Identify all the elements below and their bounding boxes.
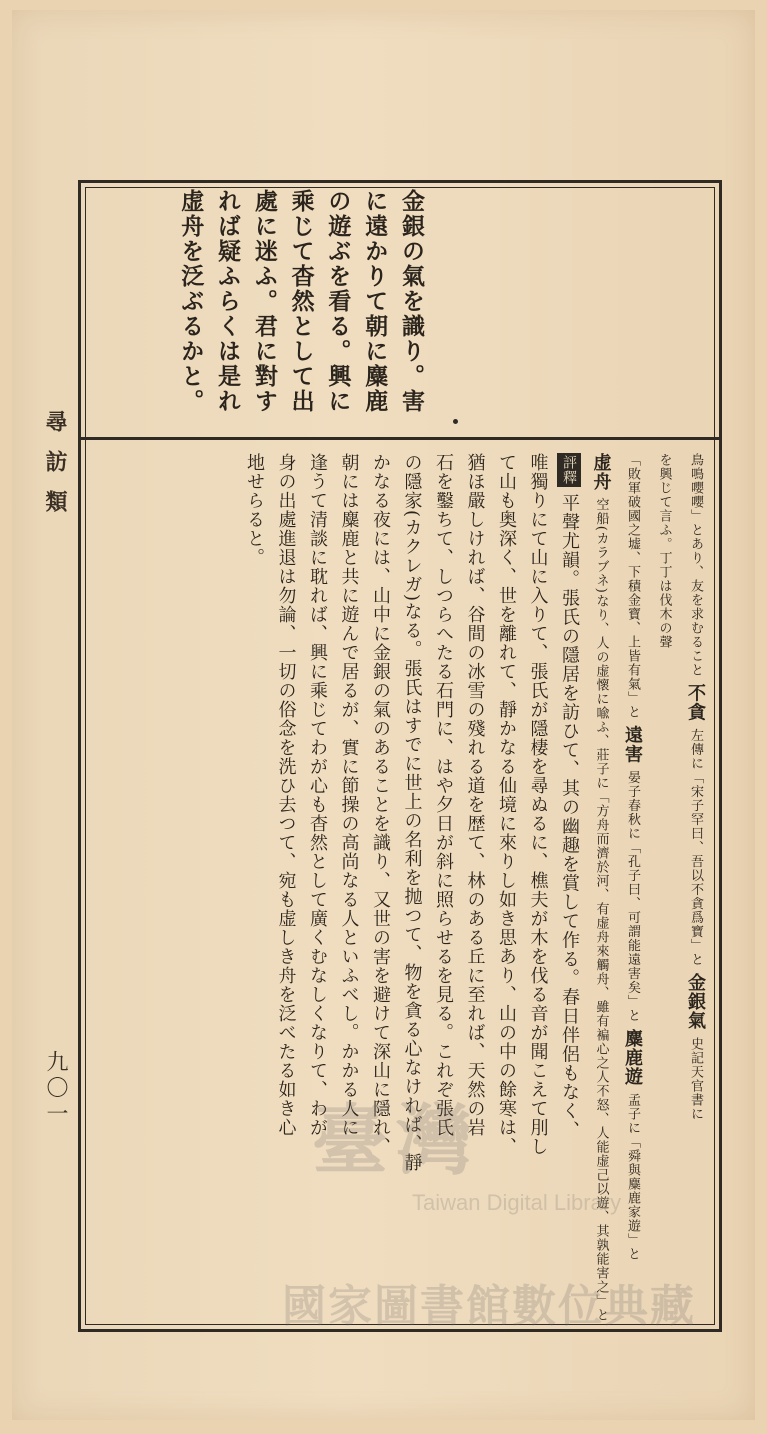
watermark-logo: 臺灣	[312, 1096, 480, 1185]
commentary-line: かなる夜には、山中に金銀の氣のあることを識り、又世の害を避けて深山に隱れ、	[370, 453, 391, 1156]
note-line	[680, 453, 712, 1323]
notes-and-commentary	[91, 453, 711, 1323]
commentary-line: 身の出處進退は勿論、一切の俗念を洗ひ去つて、宛も虚しき舟を泛べたる如き心	[275, 453, 297, 1137]
commentary-line: 石を鑿ちて、しつらへたる石門に、はや夕日が斜に照らせるを見る。これぞ張氏	[433, 453, 454, 1137]
poem-line: 處に迷ふ。君に對す	[250, 189, 278, 414]
commentary-line: 逢うて清談に耽れば、興に乘じてわが心も杳然として廣くむなしくなりて、わが	[307, 453, 328, 1137]
commentary-line: て山も奥深く、世を離れて、靜かなる仙境に來りし如き思あり、山の中の餘寒は、	[496, 453, 517, 1156]
poem-line: れば疑ふらくは是れ	[214, 189, 242, 414]
note-text: 鳥鳴嚶嚶」とあり、友を求むること	[688, 453, 703, 677]
note-term: 麋鹿遊	[622, 1029, 643, 1087]
note-text: 孟子に「舜與麋鹿家遊」と	[625, 1092, 640, 1261]
bullet-dot	[453, 419, 458, 424]
poem-line: 乘じて杳然として出	[287, 189, 315, 414]
watermark-chinese: 國家圖書館數位典藏	[282, 1282, 696, 1331]
note-text: 史記天官書に	[688, 1036, 703, 1121]
page-number: 九〇一	[43, 1050, 68, 1128]
commentary-line	[554, 453, 586, 1323]
commentary-label: 評釋	[557, 453, 582, 487]
commentary-line: 猶ほ嚴しければ、谷間の冰雪の殘れる道を歴て、林のある丘に至れば、天然の岩	[464, 453, 486, 1137]
commentary-line: の隱家(カクレガ)なる。張氏はすでに世上の名利を抛つて、物を貪る心なければ、靜	[401, 453, 423, 1173]
poem-translation	[29, 189, 429, 424]
note-text: を興じて言ふ。丁丁は伐木の聲	[656, 453, 672, 649]
note-line	[648, 453, 680, 1323]
commentary-line: 朝には麋鹿と共に遊んで居るが、實に節操の高尚なる人といふべし。かかる人に	[338, 453, 360, 1137]
note-text: 「敗軍破國之墟、下積金寶、上皆有氣」と	[625, 453, 640, 719]
note-line	[585, 453, 617, 1323]
note-line	[617, 453, 649, 1323]
note-text: 左傳に「宋子罕曰、吾以不貪爲寶」と	[688, 728, 703, 967]
poem-line: の遊ぶを看る。興に	[324, 189, 352, 414]
scanned-page	[12, 10, 755, 1420]
note-term: 金銀氣	[685, 973, 706, 1031]
note-term: 虚舟	[590, 453, 612, 491]
note-text: 晏子春秋に「孔子曰、可謂能遠害矣」と	[625, 770, 640, 1023]
section-divider	[81, 437, 719, 440]
commentary-line: 地せらると。	[244, 453, 265, 567]
note-text: 空船(カラブネ)なり、人の虚懷に喩ふ、莊子に「方舟而濟於河、有虚舟來觸舟、雖有褊心之人不怒、人能虚己以遊、其孰能害之」と	[593, 497, 609, 1322]
note-term: 不貪	[685, 683, 706, 722]
commentary-line: 唯獨りにて山に入りて、張氏が隱棲を尋ぬるに、樵夫が木を伐る音が聞こえて刖し	[527, 453, 549, 1156]
poem-line: 金銀の氣を識り。害	[398, 189, 425, 414]
commentary-text: 平聲尤韻。張氏の隱居を訪ひて、其の幽趣を賞して作る。春日伴侶もなく、	[559, 493, 580, 1140]
poem-line: 虚舟を泛ぶるかと。	[177, 189, 205, 414]
text-frame	[78, 180, 722, 1332]
side-title: 尋訪類	[42, 410, 68, 530]
watermark-english: Taiwan Digital Library	[412, 1190, 622, 1215]
note-term: 遠害	[622, 725, 643, 764]
poem-line: に遠かりて朝に麋鹿	[361, 189, 389, 414]
